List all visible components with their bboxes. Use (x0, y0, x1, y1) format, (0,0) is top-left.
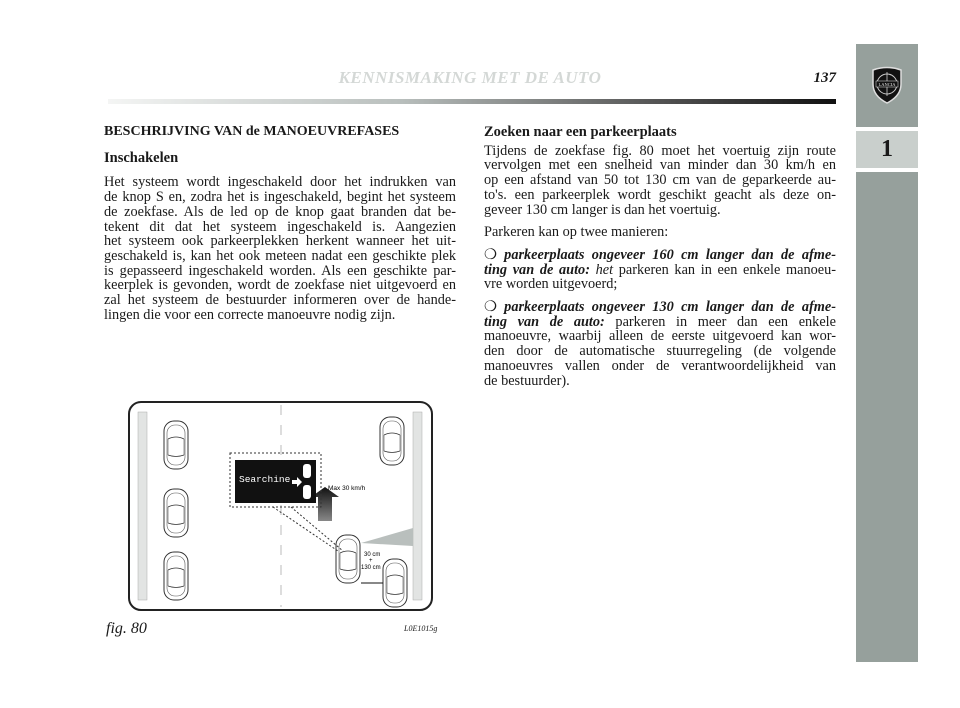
text-line: de knop S en, zodra het is ingeschakeld, begint het systeem (104, 189, 456, 206)
text-line: geveer 130 cm langer is dan het voertuig. (484, 201, 721, 218)
text-line: to's. een parkeerplek wordt geschikt geacht als deze on- (484, 186, 836, 203)
figure-label: fig. 80 (106, 620, 147, 637)
header-rule (108, 99, 836, 104)
text-line: manoeuvres vallen onder de verantwoordelijkheid van (484, 357, 836, 374)
parking-search-figure (128, 401, 433, 611)
bullet-text: parkeren in meer dan een enkele (604, 313, 836, 330)
text-line: de bestuurder). (484, 372, 570, 389)
text-line: op een afstand van 50 tot 130 cm van de geparkeerde au- (484, 172, 836, 189)
subheading: Inschakelen (104, 149, 179, 166)
text-line: is gepasseerd ingeschakeld worden. Als een geschikte par- (104, 262, 456, 279)
parked-car (164, 421, 188, 469)
lancia-logo-icon (870, 66, 904, 104)
parked-car (164, 489, 188, 537)
section-heading: Zoeken naar een parkeerplaats (484, 124, 677, 140)
bullet-title: ting van de auto: (484, 313, 605, 330)
text-line: de zoekfase. Als de led op de knop gaat branden dat be- (104, 203, 456, 220)
distance-label: 130 cm (361, 565, 381, 571)
text-line: het systeem ook parkeerplekken herkent wanneer het uit- (104, 233, 456, 250)
bullet-icon: ❍ (484, 299, 505, 316)
bullet-item (484, 300, 836, 388)
bullet-text: parkeren kan in een enkele manoeu- (613, 261, 836, 278)
svg-text:LANCIA: LANCIA (878, 82, 896, 87)
bullet-title: ting van de auto: (484, 261, 590, 278)
speed-label: Max 30 km/h (328, 485, 366, 492)
body-paragraph (104, 175, 456, 322)
text-line: den door de automatische stuurregeling (de volgende (484, 343, 836, 360)
text-line: Tijdens de zoekfase fig. 80 moet het voertuig zijn route (484, 142, 836, 159)
bullet-item (484, 248, 836, 292)
bullet-title: parkeerplaats ongeveer 130 cm langer dan de afme- (504, 299, 836, 316)
text-line: lingen die voor een correcte manoeuvre nodig zijn. (104, 306, 396, 323)
right-column (484, 125, 836, 388)
text-line: keerplek is gevonden, wordt de zoekfase niet uitgevoerd en (104, 277, 456, 294)
parked-car (380, 417, 404, 465)
text-line: vervolgen met een snelheid van minder dan 30 km/h en (484, 157, 836, 174)
own-car (336, 535, 360, 583)
curb-right (413, 412, 422, 600)
page-number: 137 (813, 70, 836, 86)
text-line: manoeuvre, waarbij alleen de eerste uitgevoerd kan wor- (484, 328, 836, 345)
chapter-tab[interactable]: 1 (856, 131, 918, 168)
parked-car (383, 559, 407, 607)
sidebar-block (856, 172, 918, 662)
distance-plus: + (369, 558, 373, 564)
text-line: geschakeld is, kan het ook meteen nadat een geschikte plek (104, 247, 456, 264)
figure-code: L0E1015g (404, 624, 438, 633)
section-heading: BESCHRIJVING VAN de MANOEUVREFASES (104, 124, 400, 139)
car-icon (303, 485, 311, 499)
running-header: KENNISMAKING MET DE AUTO (338, 68, 602, 87)
text-line: Het systeem wordt ingeschakeld door het indrukken van (104, 174, 456, 191)
curb-left (138, 412, 147, 600)
bullet-text: het (595, 261, 614, 278)
parked-car (164, 552, 188, 600)
text-line: tekent dit dat het systeem ingeschakeld is. Aangezien (104, 218, 456, 235)
car-icon (303, 464, 311, 478)
bullet-icon: ❍ (484, 246, 505, 263)
bullet-title: parkeerplaats ongeveer 160 cm langer dan de afme- (504, 246, 836, 263)
text-line: zal het systeem de bestuurder informeren over de hande- (104, 292, 456, 309)
body-paragraph (484, 144, 836, 218)
intro-text: Parkeren kan op twee manieren: (484, 224, 669, 241)
bullet-text: vre worden uitgevoerd; (484, 276, 618, 293)
left-column (104, 125, 456, 322)
distance-label: 30 cm (364, 552, 381, 558)
display-text: Searchine (239, 474, 291, 485)
